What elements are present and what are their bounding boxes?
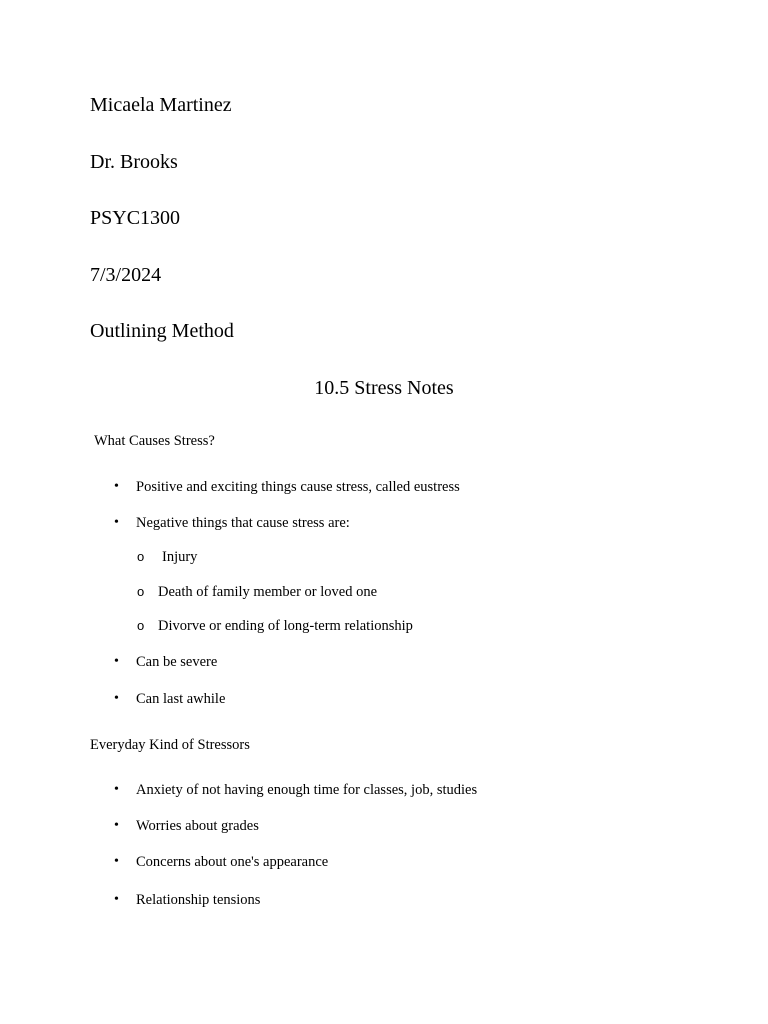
sub-bullet-icon: o: [137, 549, 145, 564]
date: 7/3/2024: [90, 264, 162, 286]
section-heading: What Causes Stress?: [94, 433, 215, 449]
sub-bullet-icon: o: [137, 618, 145, 633]
list-item: Can be severe: [136, 654, 218, 670]
list-item: Worries about grades: [136, 818, 259, 834]
bullet-icon: •: [114, 782, 119, 797]
sub-list-item: Injury: [162, 549, 198, 565]
list-item: Negative things that cause stress are:: [136, 515, 350, 531]
bullet-icon: •: [114, 515, 119, 530]
page-title: 10.5 Stress Notes: [314, 377, 454, 399]
sub-bullet-icon: o: [137, 584, 145, 599]
list-item: Positive and exciting things cause stress, called eustress: [136, 479, 460, 495]
sub-list-item: Death of family member or loved one: [158, 584, 378, 600]
bullet-icon: •: [114, 479, 119, 494]
section-heading: Everyday Kind of Stressors: [90, 737, 250, 753]
course-code: PSYC1300: [90, 207, 181, 229]
bullet-icon: •: [114, 654, 119, 669]
list-item: Relationship tensions: [136, 892, 261, 908]
student-name: Micaela Martinez: [90, 94, 232, 116]
bullet-icon: •: [114, 854, 119, 869]
bullet-icon: •: [114, 691, 119, 706]
bullet-icon: •: [114, 818, 119, 833]
list-item: Anxiety of not having enough time for classes, job, studies: [136, 782, 478, 798]
sub-list-item: Divorve or ending of long-term relationship: [158, 618, 413, 634]
list-item: Can last awhile: [136, 691, 226, 707]
list-item: Concerns about one's appearance: [136, 854, 329, 870]
assignment-title: Outlining Method: [90, 320, 234, 342]
instructor-name: Dr. Brooks: [90, 151, 178, 173]
bullet-icon: •: [114, 892, 119, 907]
